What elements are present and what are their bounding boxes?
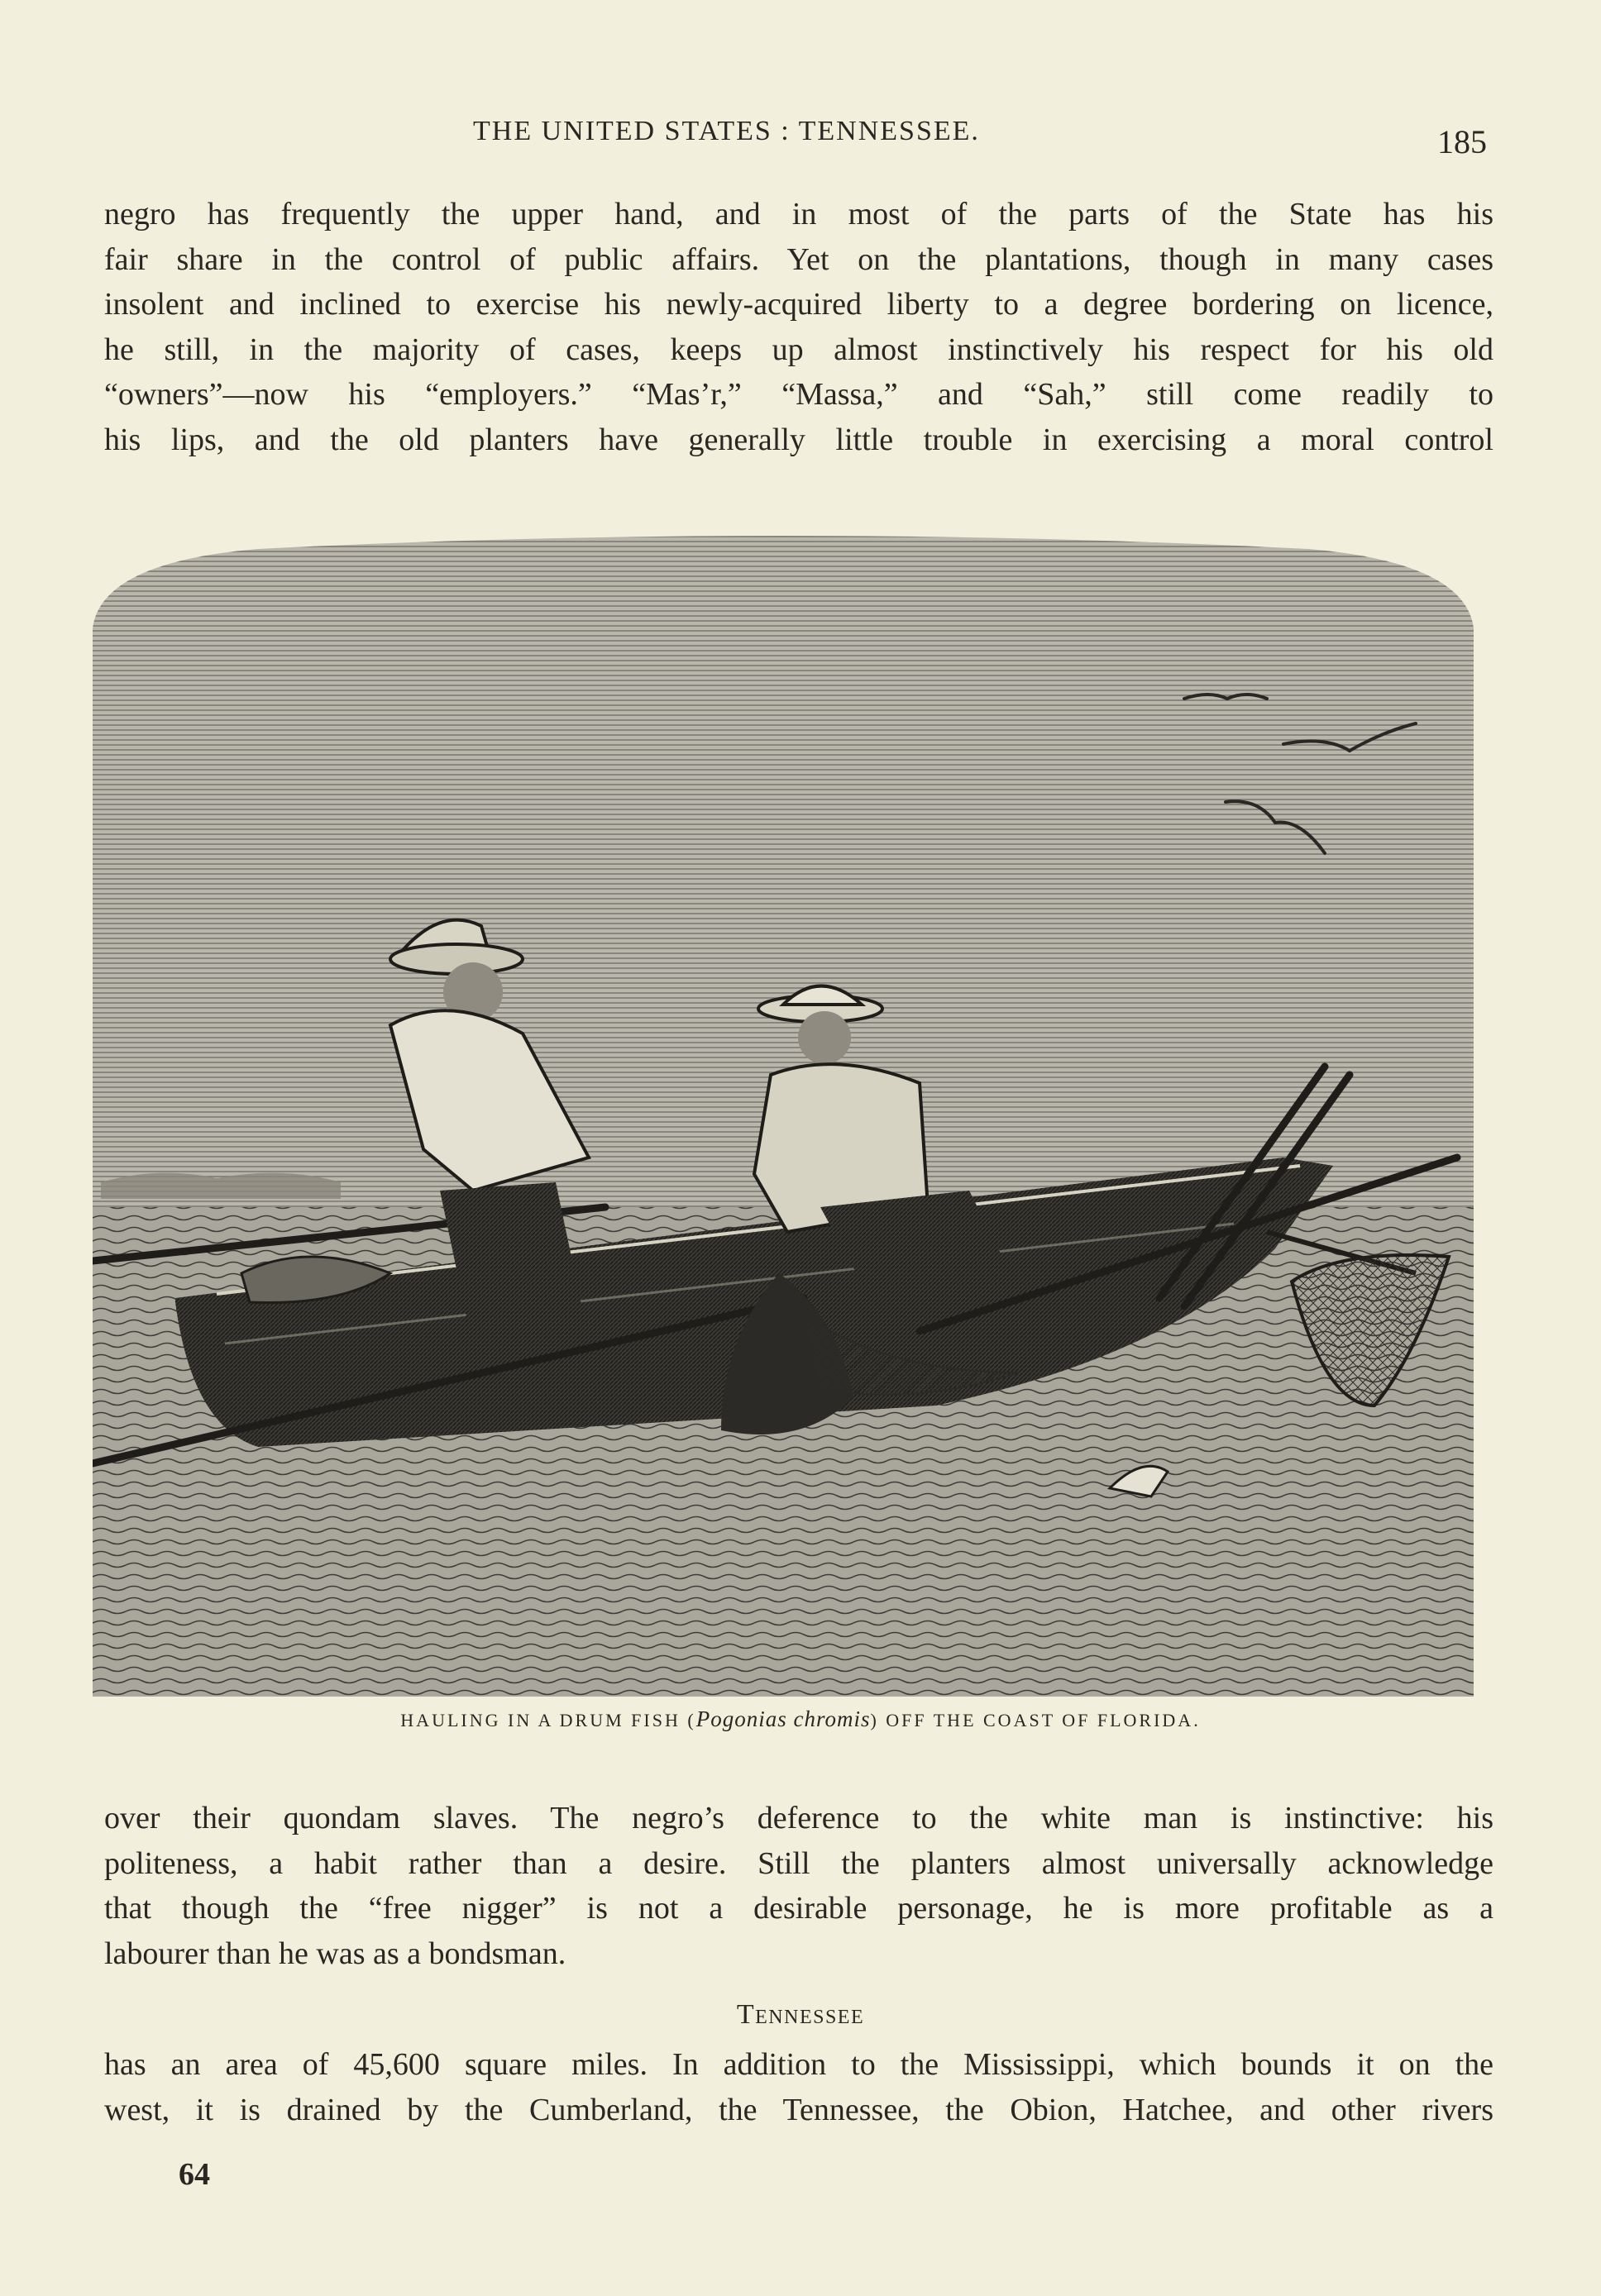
running-head: THE UNITED STATES : TENNESSEE. <box>473 116 980 146</box>
caption-scientific-name: Pogonias chromis <box>695 1706 871 1731</box>
caption-text: ) OFF THE COAST OF FLORIDA. <box>870 1710 1201 1730</box>
paragraph-middle <box>104 1796 1493 1976</box>
text-line: insolent and inclined to exercise his newly-acquired liberty to a degree bordering on licence, <box>104 287 1493 322</box>
text-line: he still, in the majority of cases, keeps up almost instinctively his respect for his old <box>104 332 1493 367</box>
caption-text: HAULING IN A DRUM FISH ( <box>400 1710 696 1730</box>
text-line: his lips, and the old planters have generally little trouble in exercising a moral control <box>104 422 1493 457</box>
text-line: negro has frequently the upper hand, and in most of the parts of the State has his <box>104 197 1493 232</box>
text-line: politeness, a habit rather than a desire. Still the planters almost universally acknowledge <box>104 1845 1493 1881</box>
section-heading: Tennessee <box>736 1999 865 2030</box>
page-number: 185 <box>1437 123 1487 160</box>
illustration-caption <box>0 1706 1601 1732</box>
engraving-illustration <box>93 529 1474 1697</box>
paragraph-top <box>104 192 1493 462</box>
text-line: labourer than he was as a bondsman. <box>104 1936 566 1971</box>
signature-mark: 64 <box>179 2157 210 2192</box>
text-line: fair share in the control of public affairs. Yet on the plantations, though in many cases <box>104 241 1493 277</box>
paragraph-bottom <box>104 2042 1493 2132</box>
text-line: that though the “free nigger” is not a desirable personage, he is more profitable as a <box>104 1891 1493 1926</box>
text-line: has an area of 45,600 square miles. In addition to the Mississippi, which bounds it on the <box>104 2047 1493 2082</box>
text-line: over their quondam slaves. The negro’s deference to the white man is instinctive: his <box>104 1801 1493 1835</box>
text-line: “owners”—now his “employers.” “Mas’r,” “Massa,” and “Sah,” still come readily to <box>104 377 1493 412</box>
text-line: west, it is drained by the Cumberland, the Tennessee, the Obion, Hatchee, and other rivers <box>104 2092 1493 2127</box>
